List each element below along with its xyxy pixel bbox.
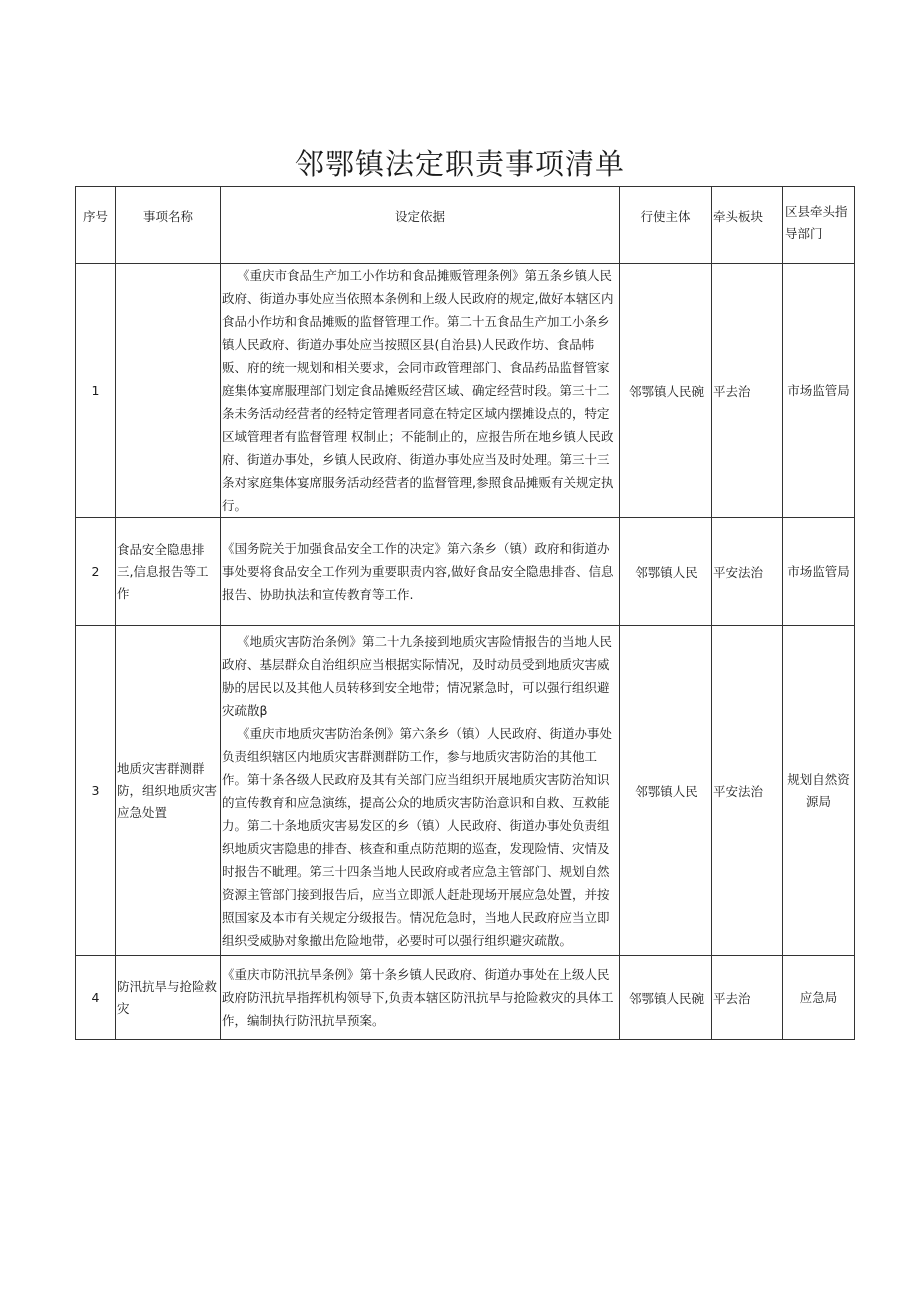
row-no: 1 (76, 264, 116, 518)
basis-text: 《地质灾害防治条例》第二十九条接到地质灾害险情报告的当地人民政府、基层群众自治组织应当根据实际情况，及时动员受到地质灾害威胁的居民以及其他人员转移到安全地带；情况紧急时，可以强行组织避灾疏散β (222, 633, 613, 718)
row-module: 平去治 (712, 264, 783, 518)
header-no: 序号 (76, 187, 116, 264)
table-row (76, 956, 855, 1040)
basis-text: 《重庆市食品生产加工小作坊和食品摊贩管理条例》第五条乡镇人民政府、街道办事处应当依照本条例和上级人民政府的规定,做好本辖区内食品小作坊和食品摊贩的监督管理工作。第二十五食品生产加工小条乡镇人民政府、街道办事处应当按照区县(自治县)人民政作坊、食品帏贩、府的统一规划和相关要求，会同市政管理部门、食品药品监督管家庭集体宴席服理部门划定食品摊贩经营区域、确定经营时段。第三十二条未务活动经营者的经特定管理者同意在特定区域内摆摊设点的，特定区域管理者有监督管理 权制止；不能制止的，应报告所在地乡镇人民政府、街道办事处，乡镇人民政府、街道办事处应当及时处理。第三十三条对家庭集体宴席服务活动经营者的监督管理,参照食品摊贩有关规定执行。 (222, 268, 614, 513)
row-name: 食品安全隐患排三,信息报告等工作 (116, 518, 221, 626)
row-basis (221, 518, 620, 626)
row-basis (221, 956, 620, 1040)
row-basis (221, 626, 620, 956)
row-name: 防汛抗旱与抢险救灾 (116, 956, 221, 1040)
table-row (76, 518, 855, 626)
row-dept: 市场监管局 (783, 518, 855, 626)
row-no: 2 (76, 518, 116, 626)
row-name: 食品小作坊和食品摊贩的监督管理 (116, 264, 221, 518)
row-body: 邻鄂镇人民碗 (620, 264, 712, 518)
row-module: 平安法治 (712, 626, 783, 956)
row-body: 邻鄂镇人民碗 (620, 956, 712, 1040)
basis-text: 《重庆市防汛抗旱条例》第十条乡镇人民政府、街道办事处在上级人民政府防汛抗旱指挥机构领导下,负责本辖区防汛抗旱与抢险救灾的具体工作，编制执行防汛抗旱预案。 (222, 967, 614, 1028)
row-no: 4 (76, 956, 116, 1040)
row-name: 地质灾害群测群防，组织地质灾害应急处置 (116, 626, 221, 956)
basis-text: 《国务院关于加强食品安全工作的决定》第六条乡（镇）政府和街道办事处要将食品安全工作列为重要职责内容,做好食品安全隐患排沓、信息报告、协助执法和宣传教育等工作. (222, 541, 614, 602)
header-basis: 设定依据 (221, 187, 620, 264)
row-body: 邻鄂镇人民 (620, 518, 712, 626)
row-basis (221, 264, 620, 518)
header-dept: 区县牵头指导部门 (783, 187, 855, 264)
header-name: 事项名称 (116, 187, 221, 264)
row-dept: 应急局 (783, 956, 855, 1040)
row-dept: 规划自然资源局 (783, 626, 855, 956)
basis-text: 《重庆市地质灾害防治条例》第六条乡（镇）人民政府、街道办事处负责组织辖区内地质灾害群测群防工作，参与地质灾害防治的其他工作。第十条各级人民政府及其有关部门应当组织开展地质灾害防治知识的宣传教育和应急演练，提高公众的地质灾害防治意识和自救、互救能力。第二十条地质灾害易发区的乡（镇）人民政府、街道办事处负责组织地质灾害隐患的排杳、核查和重点防范期的巡查，发现险情、灾情及时报告不眦理。笫三十四条当地人民政府或者应急主管部门、规划自然资源主管部门接到报告后，应当立即派人赶赴现场开展应急处置，并按照国家及本市有关规定分级报告。情况危急时，当地人民政府应当立即组织受威胁对象撤出危险地带，必要时可以强行组织避灾疏散。 (222, 725, 613, 948)
page-title: 邻鄂镇法定职责事项清单 (294, 147, 625, 181)
table-row (76, 626, 855, 956)
row-module: 平去治 (712, 956, 783, 1040)
header-module: 牵头板块 (712, 187, 783, 264)
row-body: 邻鄂镇人民 (620, 626, 712, 956)
table-header-row (76, 187, 855, 264)
row-dept: 市场监管局 (783, 264, 855, 518)
header-body: 行使主体 (620, 187, 712, 264)
duties-table (75, 186, 855, 1040)
table-row (76, 264, 855, 518)
row-no: 3 (76, 626, 116, 956)
row-module: 平安法治 (712, 518, 783, 626)
